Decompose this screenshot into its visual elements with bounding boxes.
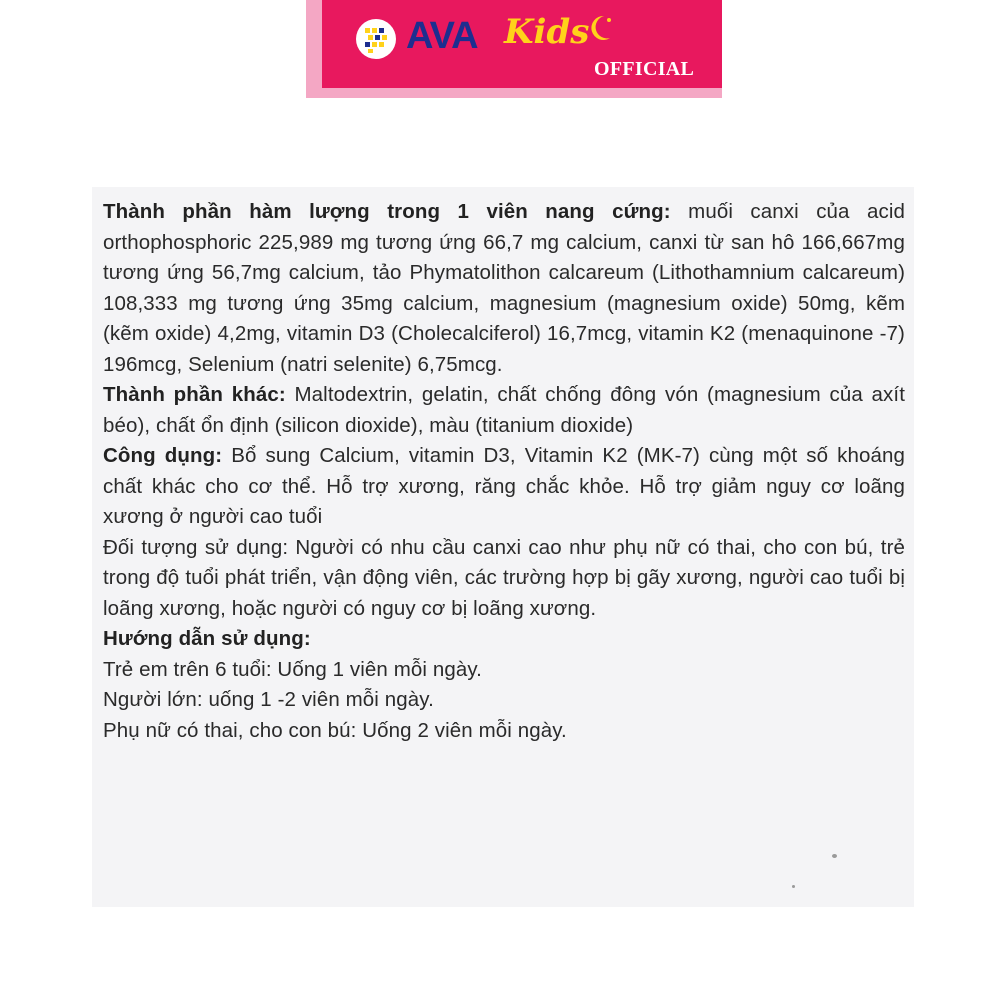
document-text <box>103 197 905 746</box>
brand-name-kids: Kids <box>504 12 590 52</box>
paragraph-body: muối canxi của acid orthophosphoric 225,989 mg tương ứng 66,7 mg calcium, canxi từ san hô 166,667mg tương ứng 56,7mg calcium, tảo Phymatolithon calcareum (Lithothamnium calcareum) 108,333 mg tương ứng 35mg calcium, magnesium (magnesium oxide) 50mg, kẽm (kẽm oxide) 4,2mg, vitamin D3 (Cholecalciferol) 16,7mcg, vitamin K2 (menaquinone -7) 196mcg, Selenium (natri selenite) 6,75mcg. <box>103 200 906 376</box>
paragraph-other-ingredients <box>103 380 905 441</box>
usage-line: Trẻ em trên 6 tuổi: Uống 1 viên mỗi ngày. <box>103 657 482 681</box>
paragraph-usage-heading <box>103 624 905 655</box>
official-tag: OFFICIAL <box>594 58 695 80</box>
brand-name-ava: AVA <box>406 15 478 57</box>
ava-logo-icon <box>356 19 396 59</box>
paragraph-label: Thành phần khác: <box>103 383 286 406</box>
paragraph-label: Hướng dẫn sử dụng: <box>103 627 311 650</box>
paragraph-label: Thành phần hàm lượng trong 1 viên nang cứng: <box>103 200 671 223</box>
moon-smile-icon <box>588 14 614 44</box>
scan-speck <box>792 885 795 888</box>
usage-line: Người lớn: uống 1 -2 viên mỗi ngày. <box>103 688 434 711</box>
paragraph-body: Maltodextrin, gelatin, chất chống đông vón (magnesium của axít béo), chất ổn định (silicon dioxide), màu (titanium dioxide) <box>103 383 905 437</box>
ava-logo-graphic <box>359 22 393 56</box>
banner-content <box>322 0 722 88</box>
paragraph-ingredients <box>103 197 905 380</box>
product-info-document <box>92 187 914 907</box>
brand-banner <box>322 0 722 88</box>
usage-line: Phụ nữ có thai, cho con bú: Uống 2 viên mỗi ngày. <box>103 718 567 742</box>
paragraph-label: Công dụng: <box>103 444 223 467</box>
paragraph-target-users <box>103 533 905 625</box>
paragraph-uses <box>103 441 905 533</box>
paragraph-body: Đối tượng sử dụng: Người có nhu cầu canxi cao như phụ nữ có thai, cho con bú, trẻ trong độ tuổi phát triển, vận động viên, các trường hợp bị gãy xương, người cao tuổi bị loãng xương, hoặc người có nguy cơ bị loãng xương. <box>103 535 905 620</box>
paragraph-body: Bổ sung Calcium, vitamin D3, Vitamin K2 (MK-7) cùng một số khoáng chất khác cho cơ thể. Hỗ trợ xương, răng chắc khỏe. Hỗ trợ giảm nguy cơ loãng xương ở người cao tuổi <box>103 444 905 528</box>
scan-speck <box>832 854 837 858</box>
